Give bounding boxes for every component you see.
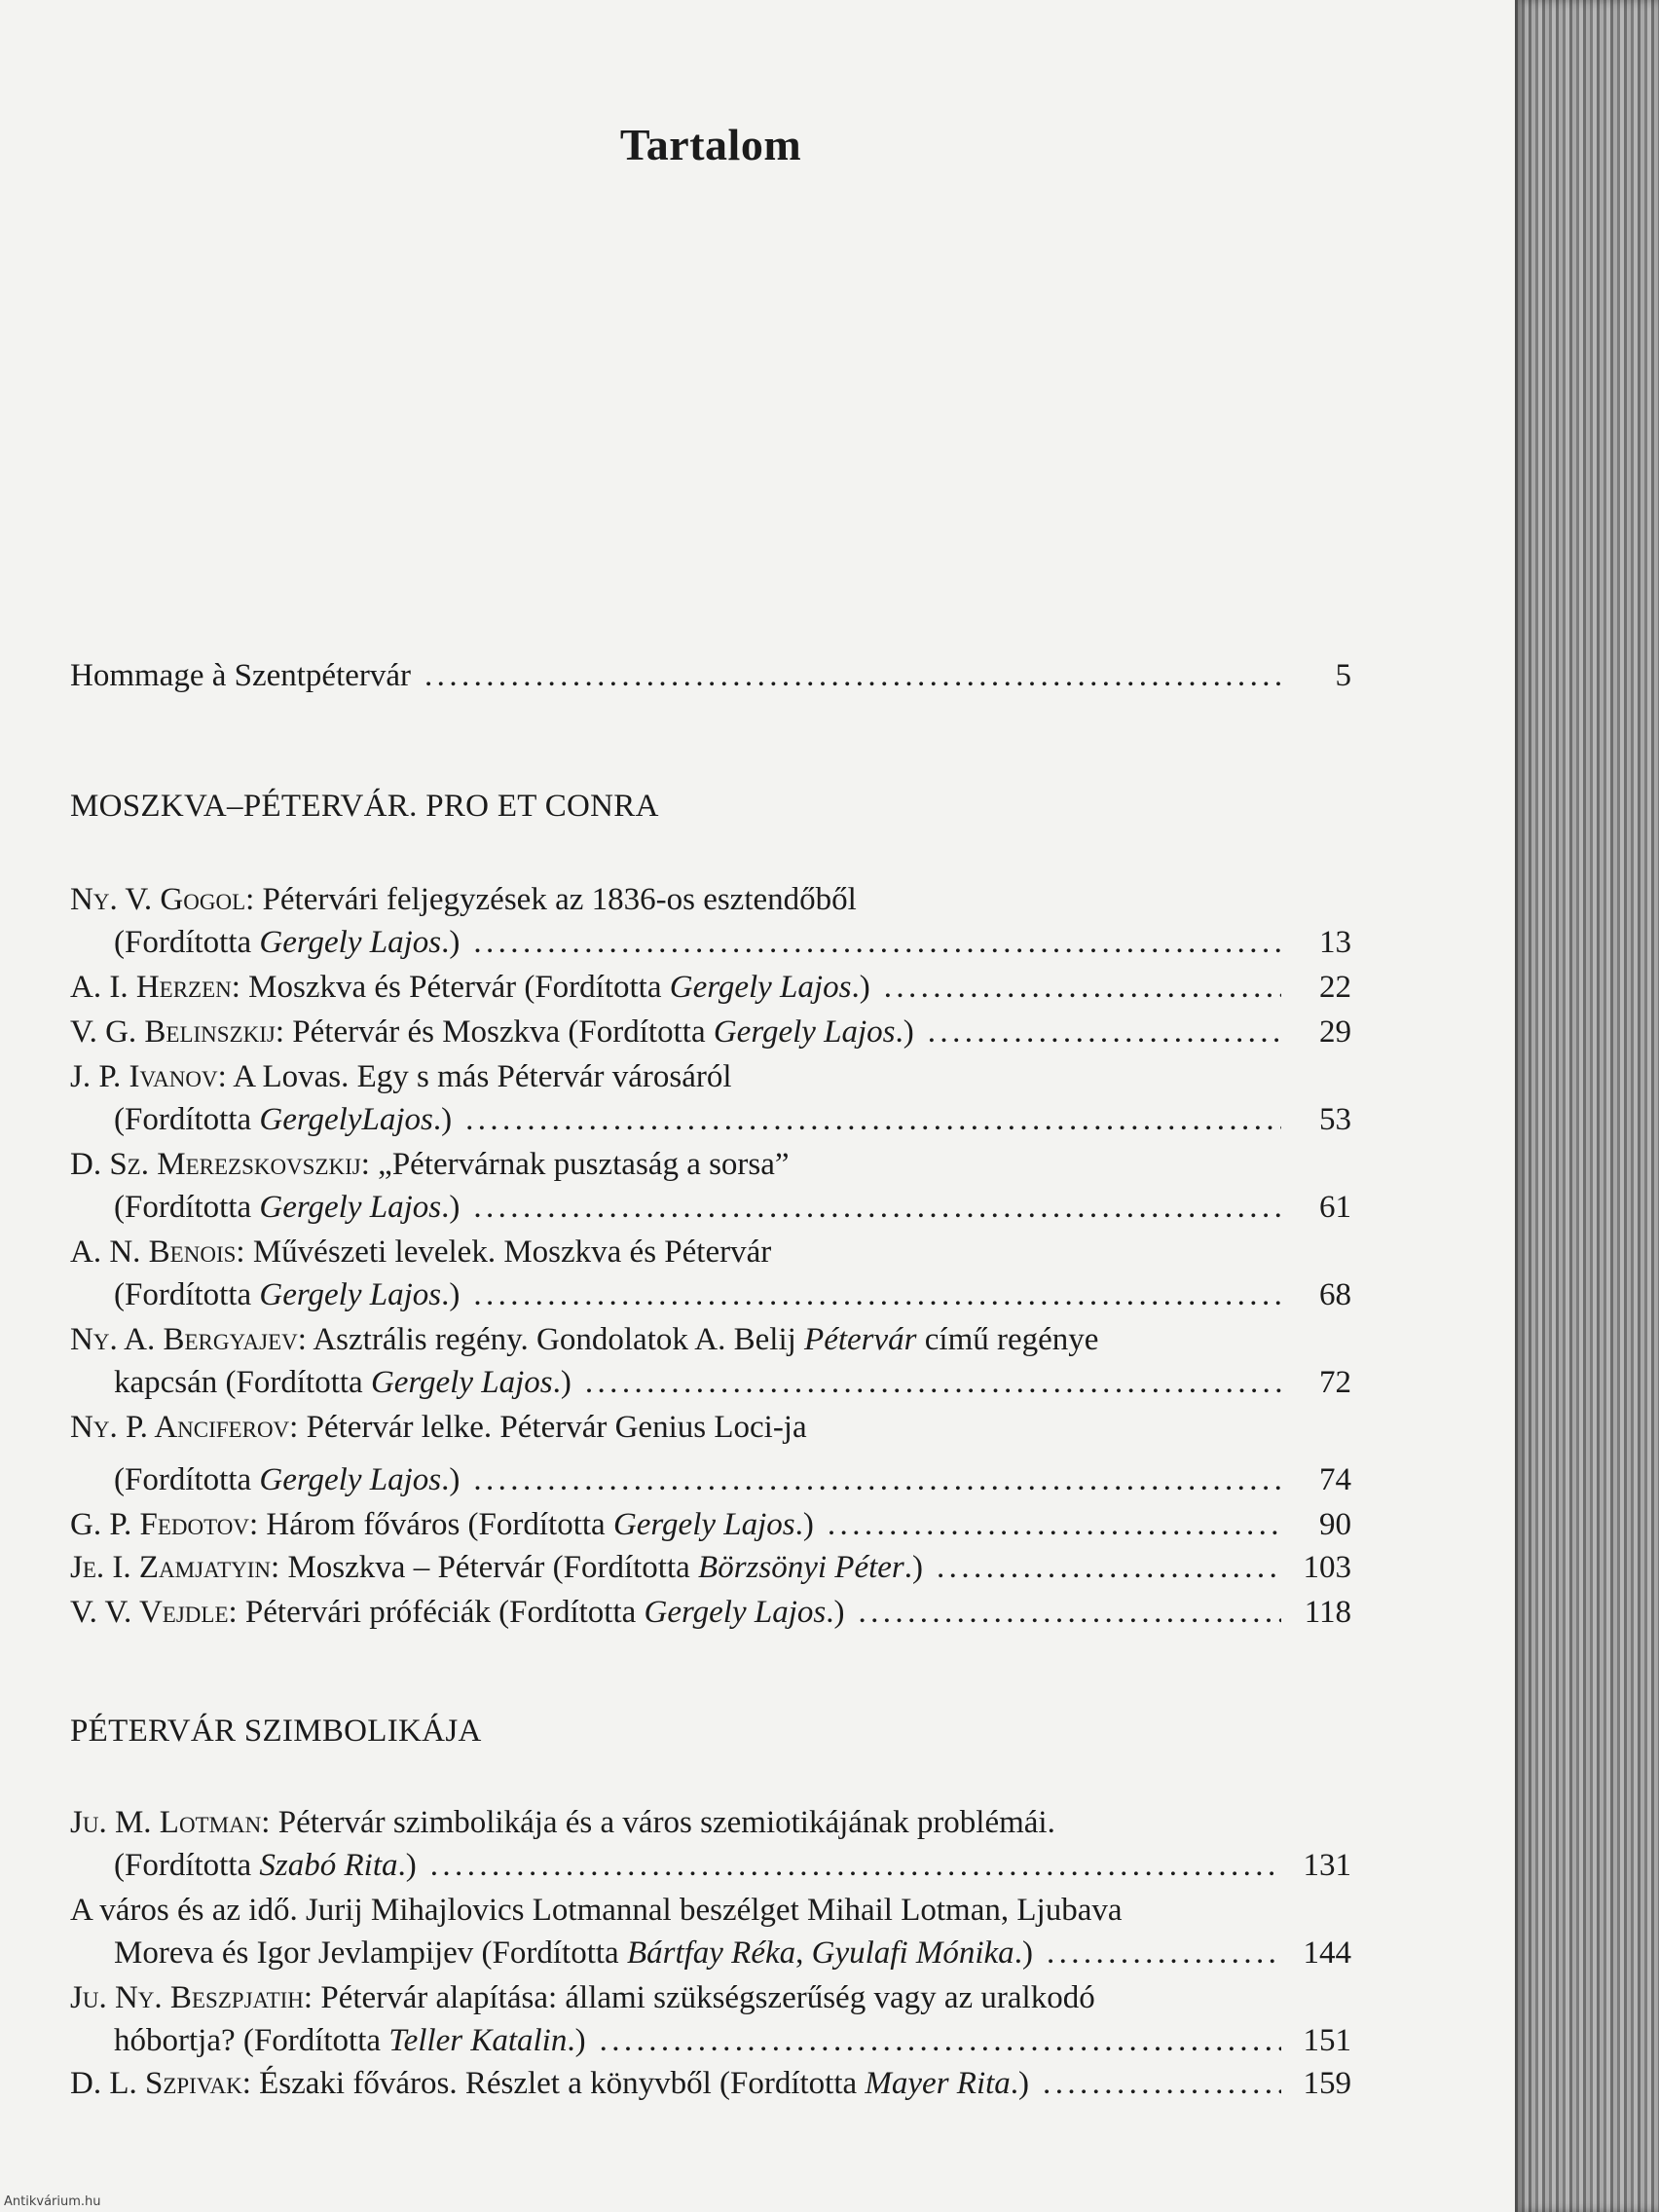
page-number: 72 — [1319, 1365, 1351, 1400]
leader-dots — [460, 921, 1281, 964]
toc-entry-continuation — [114, 1455, 1351, 1501]
toc-entry-intro — [70, 650, 1351, 697]
translator-prefix: (Fordította — [114, 1277, 260, 1312]
entry-title: : Művészeti levelek. Moszkva és Pétervár — [236, 1235, 772, 1270]
translator-separator: , — [795, 1936, 812, 1971]
page-number: 90 — [1319, 1507, 1351, 1542]
leader-dots — [814, 1503, 1281, 1546]
toc-entry — [70, 1051, 1351, 1098]
translator-prefix: (Fordította — [114, 1848, 260, 1883]
page-number: 29 — [1319, 1014, 1351, 1050]
entry-author: D. Sz. Merezskovszkij — [70, 1147, 361, 1182]
leader-dots — [870, 966, 1281, 1009]
page-number: 131 — [1303, 1848, 1351, 1883]
entry-author: V. G. Belinszkij — [70, 1014, 276, 1050]
entry-title: : A Lovas. Egy s más Pétervár városáról — [217, 1059, 732, 1094]
toc-entry — [70, 1797, 1351, 1844]
translator-suffix: .) — [552, 1365, 571, 1400]
toc-entry — [70, 1314, 1351, 1361]
translator-name: Bártfay Réka — [626, 1936, 796, 1971]
page-number: 103 — [1303, 1550, 1351, 1585]
translator-suffix: .) — [1010, 2066, 1030, 2101]
translator-prefix: (Fordította — [114, 1190, 260, 1225]
translator-suffix: .) — [397, 1848, 417, 1883]
entry-title: : Pétervár alapítása: állami szükségszerűség vagy az uralkodó — [303, 1980, 1095, 2015]
entry-author: A. I. Herzen — [70, 970, 232, 1005]
toc-entry — [70, 1972, 1351, 2019]
translator-name: Gergely Lajos — [259, 1190, 442, 1225]
toc-entry — [70, 1885, 1351, 1932]
leader-dots — [460, 1458, 1281, 1501]
translator-suffix: .) — [441, 1277, 461, 1312]
entry-title: : Pétervári próféciák (Fordította — [228, 1595, 645, 1630]
entry-author: V. V. Vejdle — [70, 1595, 229, 1630]
translator-suffix: .) — [441, 1462, 461, 1497]
translator-name: Börzsönyi Péter — [698, 1550, 904, 1585]
translator-prefix: (Fordította — [114, 1462, 260, 1497]
translator-name: Gergely Lajos — [259, 925, 442, 960]
toc-entry — [70, 1007, 1351, 1053]
entry-title: : Pétervár szimbolikája és a város szemiotikájának problémái. — [261, 1805, 1055, 1840]
toc-entry-continuation — [114, 1094, 1351, 1141]
watermark: Antikvárium.hu — [4, 2194, 101, 2209]
translator-suffix: .) — [903, 1550, 924, 1585]
leader-dots — [586, 2019, 1281, 2062]
translator-suffix: .) — [851, 970, 870, 1005]
translator-prefix: (Fordította — [114, 925, 260, 960]
translator-prefix: hóbortja? (Fordította — [114, 2023, 389, 2058]
leader-dots — [914, 1011, 1281, 1053]
toc-entry — [70, 1499, 1351, 1546]
entry-title: : Asztrális regény. Gondolatok A. Belij — [297, 1322, 805, 1357]
toc-entry — [70, 1227, 1351, 1273]
toc-entry — [70, 1542, 1351, 1589]
entry-title-italic: Pétervár — [804, 1322, 917, 1357]
translator-name: Gergely Lajos — [259, 1462, 442, 1497]
page-number: 22 — [1319, 970, 1351, 1005]
translator-name: Gergely Lajos — [644, 1595, 827, 1630]
translator-prefix: kapcsán (Fordította — [114, 1365, 371, 1400]
entry-title: Hommage à Szentpétervár — [70, 658, 412, 693]
leader-dots — [1033, 1932, 1281, 1974]
translator-suffix: .) — [567, 2023, 586, 2058]
translator-name: Gergely Lajos — [612, 1507, 795, 1542]
entry-author: J. P. Ivanov — [70, 1059, 218, 1094]
entry-title-rest: című regénye — [916, 1322, 1099, 1357]
entry-author: Ny. V. Gogol — [70, 882, 246, 917]
leader-dots — [452, 1098, 1281, 1141]
toc-entry — [70, 1402, 1351, 1449]
page-number: 13 — [1319, 925, 1351, 960]
leader-dots — [571, 1361, 1281, 1404]
translator-name: Teller Katalin — [388, 2023, 568, 2058]
toc-entry — [70, 1139, 1351, 1186]
toc-entry-continuation — [114, 1357, 1351, 1404]
translator-name: Gergely Lajos — [713, 1014, 896, 1050]
toc-entry — [70, 962, 1351, 1009]
entry-author: Ny. P. Anciferov — [70, 1410, 290, 1445]
translator-suffix: .) — [1014, 1936, 1033, 1971]
translator-suffix: .) — [432, 1102, 453, 1137]
entry-author: D. L. Szpivak — [70, 2066, 242, 2101]
toc-entry — [70, 2058, 1351, 2105]
page-number: 53 — [1319, 1102, 1351, 1137]
entry-title: A város és az idő. Jurij Mihajlovics Lotmannal beszélget Mihail Lotman, Ljubava — [70, 1893, 1123, 1928]
entry-author: G. P. Fedotov — [70, 1507, 250, 1542]
translator-suffix: .) — [826, 1595, 845, 1630]
translator-name: Szabó Rita — [259, 1848, 398, 1883]
translator-name: Gergely Lajos — [259, 1277, 442, 1312]
entry-author: Je. I. Zamjatyin — [70, 1550, 272, 1585]
entry-title: : Moszkva és Pétervár (Fordította — [231, 970, 670, 1005]
page-number: 118 — [1304, 1595, 1351, 1630]
toc-entry-continuation — [114, 1928, 1351, 1974]
leader-dots — [460, 1186, 1281, 1229]
toc-entry-continuation — [114, 1182, 1351, 1229]
translator-suffix: .) — [794, 1507, 814, 1542]
page-number: 159 — [1303, 2066, 1351, 2101]
toc-entry — [70, 874, 1351, 921]
toc-entry — [70, 1587, 1351, 1634]
entry-author: Ju. Ny. Beszpjatih — [70, 1980, 304, 2015]
page-number: 61 — [1319, 1190, 1351, 1225]
entry-author: Ny. A. Bergyajev — [70, 1322, 298, 1357]
leader-dots — [411, 654, 1281, 697]
entry-title: : Három főváros (Fordította — [249, 1507, 613, 1542]
leader-dots — [1029, 2062, 1281, 2105]
leader-dots — [460, 1273, 1281, 1316]
translator-name: GergelyLajos — [259, 1102, 433, 1137]
entry-title: : „Pétervárnak pusztaság a sorsa” — [360, 1147, 790, 1182]
section-heading-moszkva-petervar: MOSZKVA–PÉTERVÁR. PRO ET CONRA — [70, 789, 659, 824]
translator-name: Gergely Lajos — [370, 1365, 553, 1400]
translator-name: Mayer Rita — [865, 2066, 1011, 2101]
entry-title: : Északi főváros. Részlet a könyvből (Fordította — [241, 2066, 866, 2101]
entry-title: : Pétervári feljegyzések az 1836-os esztendőből — [245, 882, 857, 917]
page-number: 144 — [1303, 1936, 1351, 1971]
translator-suffix: .) — [441, 925, 461, 960]
translator-suffix: .) — [895, 1014, 914, 1050]
page-title: Tartalom — [619, 120, 802, 169]
translator-suffix: .) — [441, 1190, 461, 1225]
book-page-edges — [1515, 0, 1659, 2212]
leader-dots — [417, 1844, 1281, 1887]
toc-entry-continuation — [114, 1270, 1351, 1316]
entry-title: : Pétervár és Moszkva (Fordította — [275, 1014, 714, 1050]
page-number: 151 — [1303, 2023, 1351, 2058]
translator-prefix: (Fordította — [114, 1102, 260, 1137]
entry-author: Ju. M. Lotman — [70, 1805, 262, 1840]
leader-dots — [844, 1591, 1281, 1634]
toc-entry-continuation — [114, 1840, 1351, 1887]
translator-name-2: Gyulafi Mónika — [811, 1936, 1014, 1971]
page-number: 74 — [1319, 1462, 1351, 1497]
section-heading-szimbolika: PÉTERVÁR SZIMBOLIKÁJA — [70, 1714, 482, 1749]
entry-title: : Moszkva – Pétervár (Fordította — [271, 1550, 699, 1585]
leader-dots — [923, 1546, 1281, 1589]
page-number: 68 — [1319, 1277, 1351, 1312]
toc-entry-continuation — [114, 2015, 1351, 2062]
entry-author: A. N. Benois — [70, 1235, 237, 1270]
translator-name: Gergely Lajos — [669, 970, 852, 1005]
page-number: 5 — [1335, 658, 1351, 693]
translator-prefix: Moreva és Igor Jevlampijev (Fordította — [114, 1936, 627, 1971]
entry-title: : Pétervár lelke. Pétervár Genius Loci-ja — [289, 1410, 807, 1445]
toc-entry-continuation — [114, 917, 1351, 964]
